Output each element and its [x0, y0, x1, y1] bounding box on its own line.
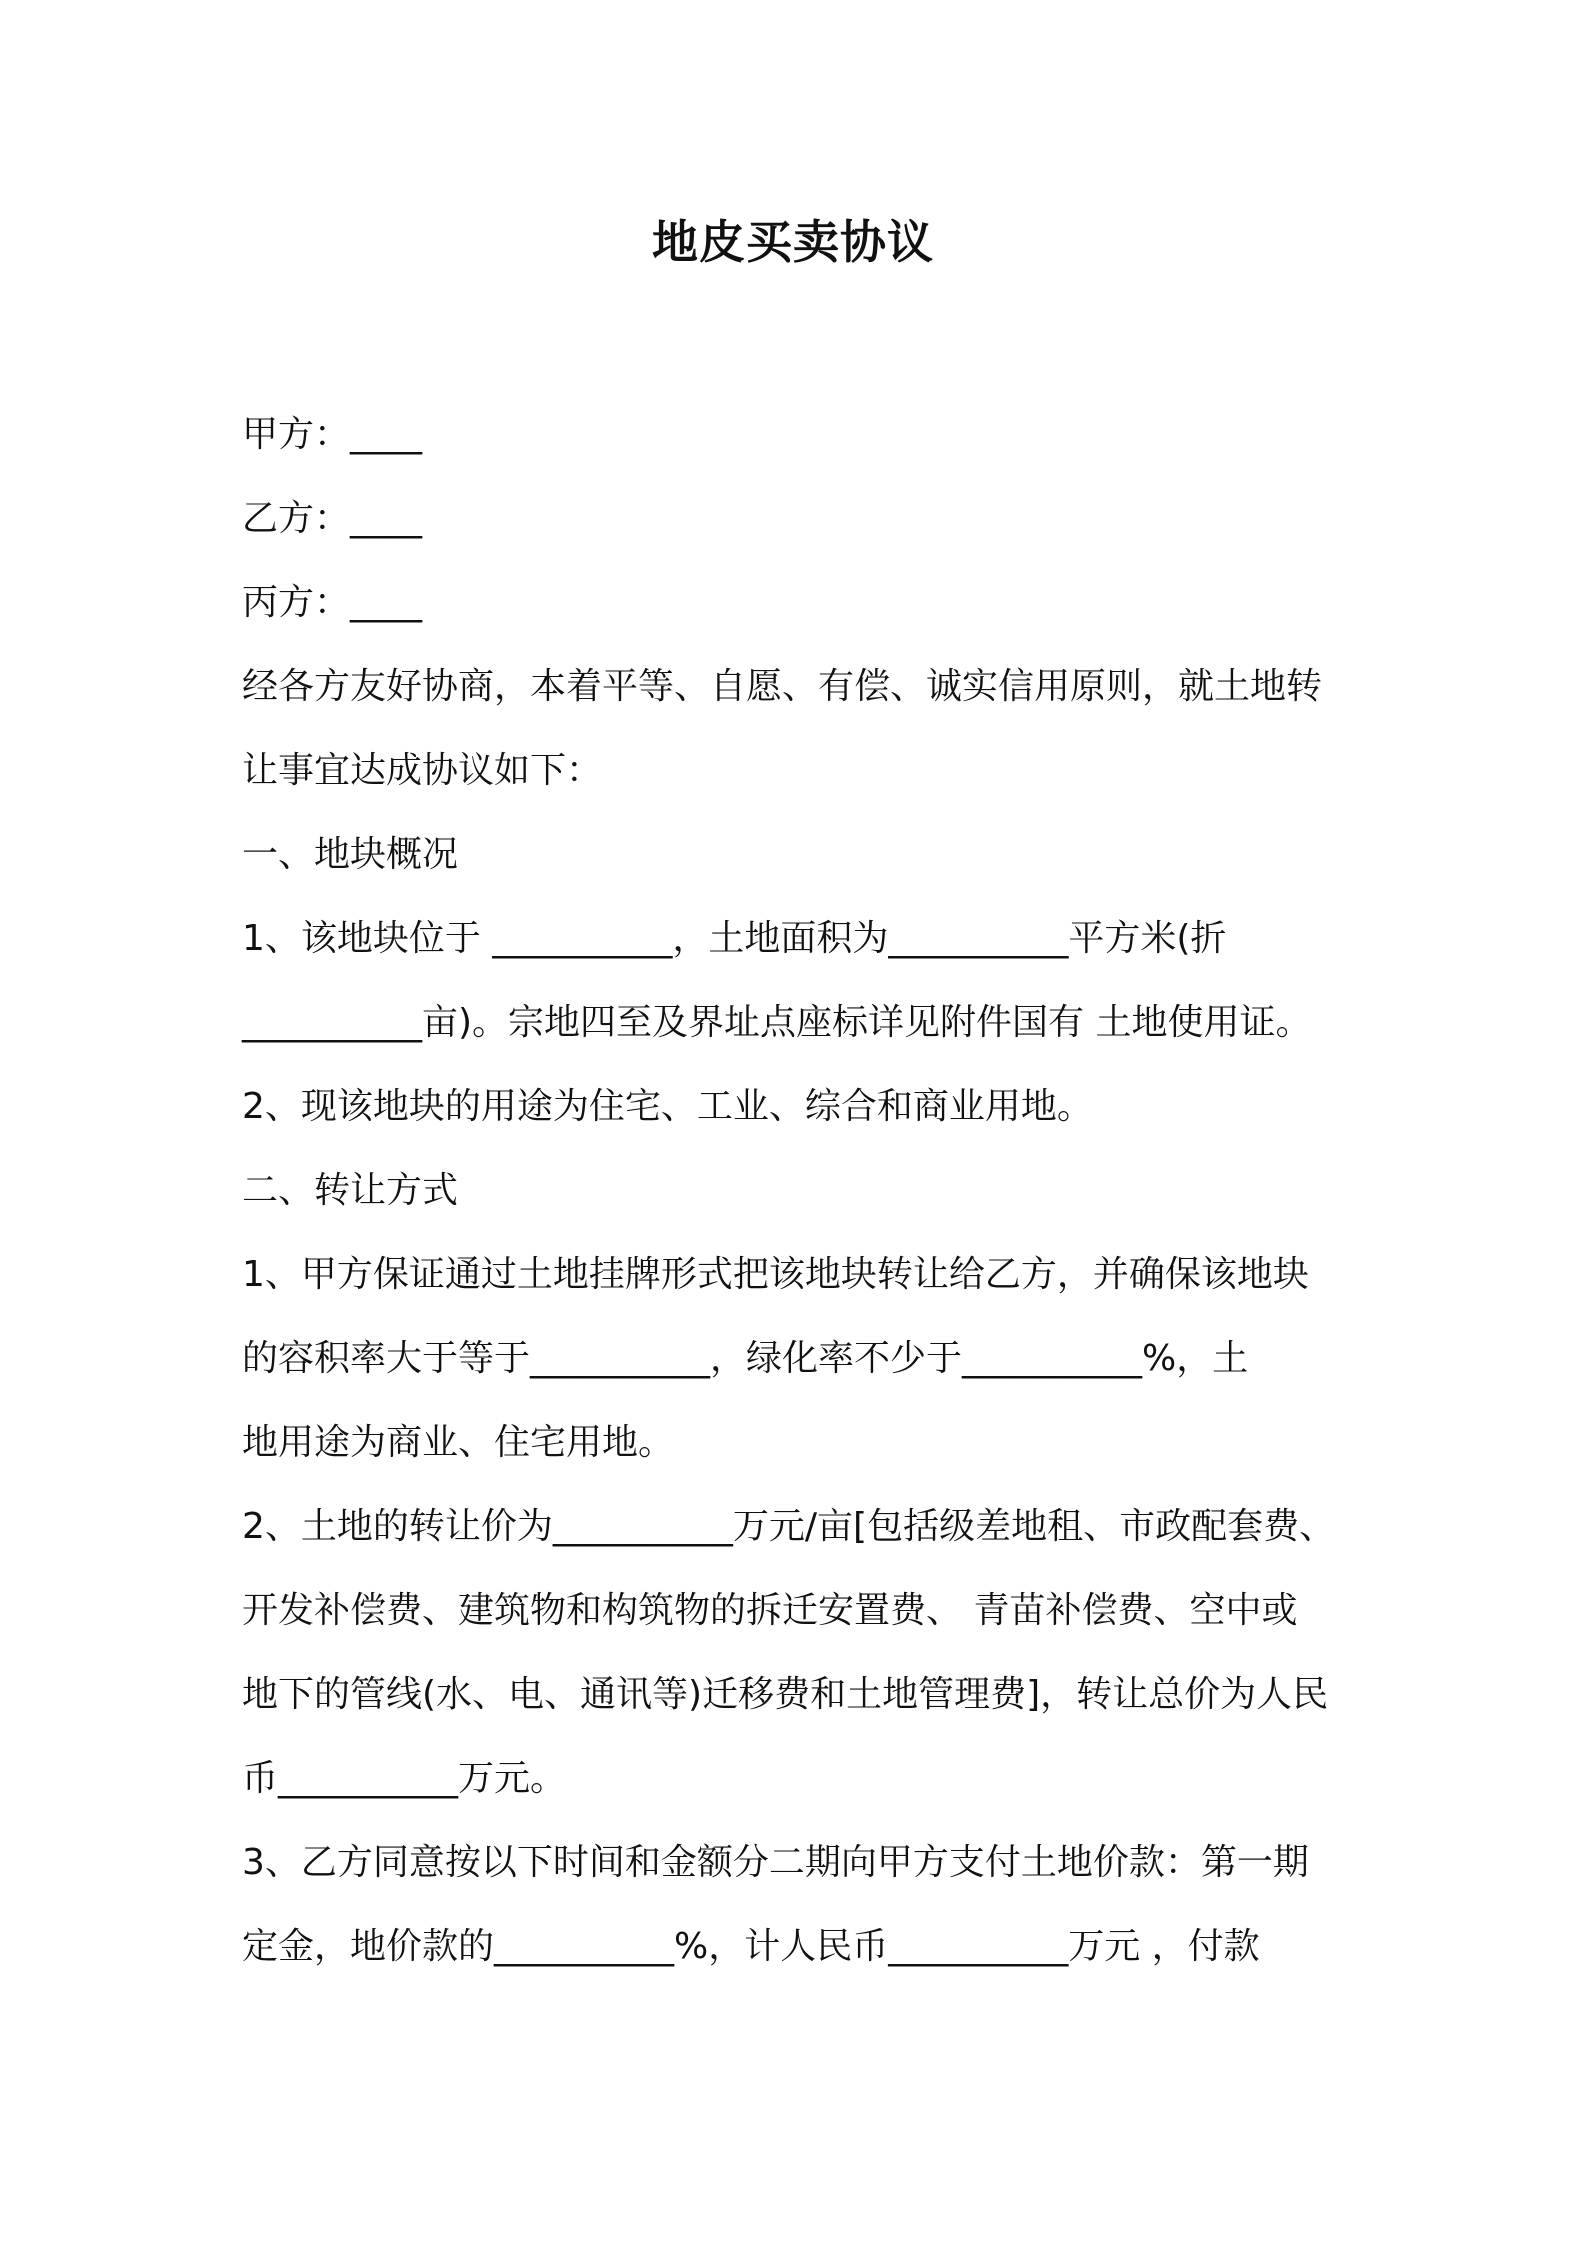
- paragraph-line: 地用途为商业、住宅用地。: [242, 1422, 675, 1463]
- document-title: 地皮买卖协议: [652, 215, 934, 269]
- paragraph-line: 的容积率大于等于__________，绿化率不少于__________%，土: [242, 1338, 1249, 1379]
- section-heading: 二、转让方式: [242, 1170, 459, 1211]
- paragraph-line: 1、甲方保证通过土地挂牌形式把该地块转让给乙方，并确保该地块: [242, 1254, 1309, 1295]
- paragraph-line: 1、该地块位于 __________，土地面积为__________平方米(折: [242, 918, 1227, 959]
- paragraph-line: __________亩)。宗地四至及界址点座标详见附件国有 土地使用证。: [242, 1002, 1312, 1043]
- paragraph-line: 2、现该地块的用途为住宅、工业、综合和商业用地。: [242, 1086, 1093, 1127]
- paragraph-line: 定金，地价款的__________%，计人民币__________万元 ，付款: [242, 1926, 1260, 1967]
- party-c-line: 丙方：____: [242, 582, 423, 623]
- paragraph-line: 币__________万元。: [242, 1758, 567, 1799]
- paragraph-line: 经各方友好协商，本着平等、自愿、有偿、诚实信用原则，就土地转: [242, 666, 1323, 707]
- party-a-line: 甲方：____: [242, 414, 423, 455]
- paragraph-line: 3、乙方同意按以下时间和金额分二期向甲方支付土地价款：第一期: [242, 1842, 1309, 1883]
- paragraph-line: 让事宜达成协议如下：: [242, 750, 603, 791]
- party-b-line: 乙方：____: [242, 498, 423, 539]
- section-heading: 一、地块概况: [242, 834, 459, 875]
- paragraph-line: 地下的管线(水、电、通讯等)迁移费和土地管理费]，转让总价为人民: [242, 1674, 1329, 1715]
- paragraph-line: 开发补偿费、建筑物和构筑物的拆迁安置费、 青苗补偿费、空中或: [242, 1590, 1298, 1631]
- paragraph-line: 2、土地的转让价为__________万元/亩[包括级差地租、市政配套费、: [242, 1506, 1336, 1547]
